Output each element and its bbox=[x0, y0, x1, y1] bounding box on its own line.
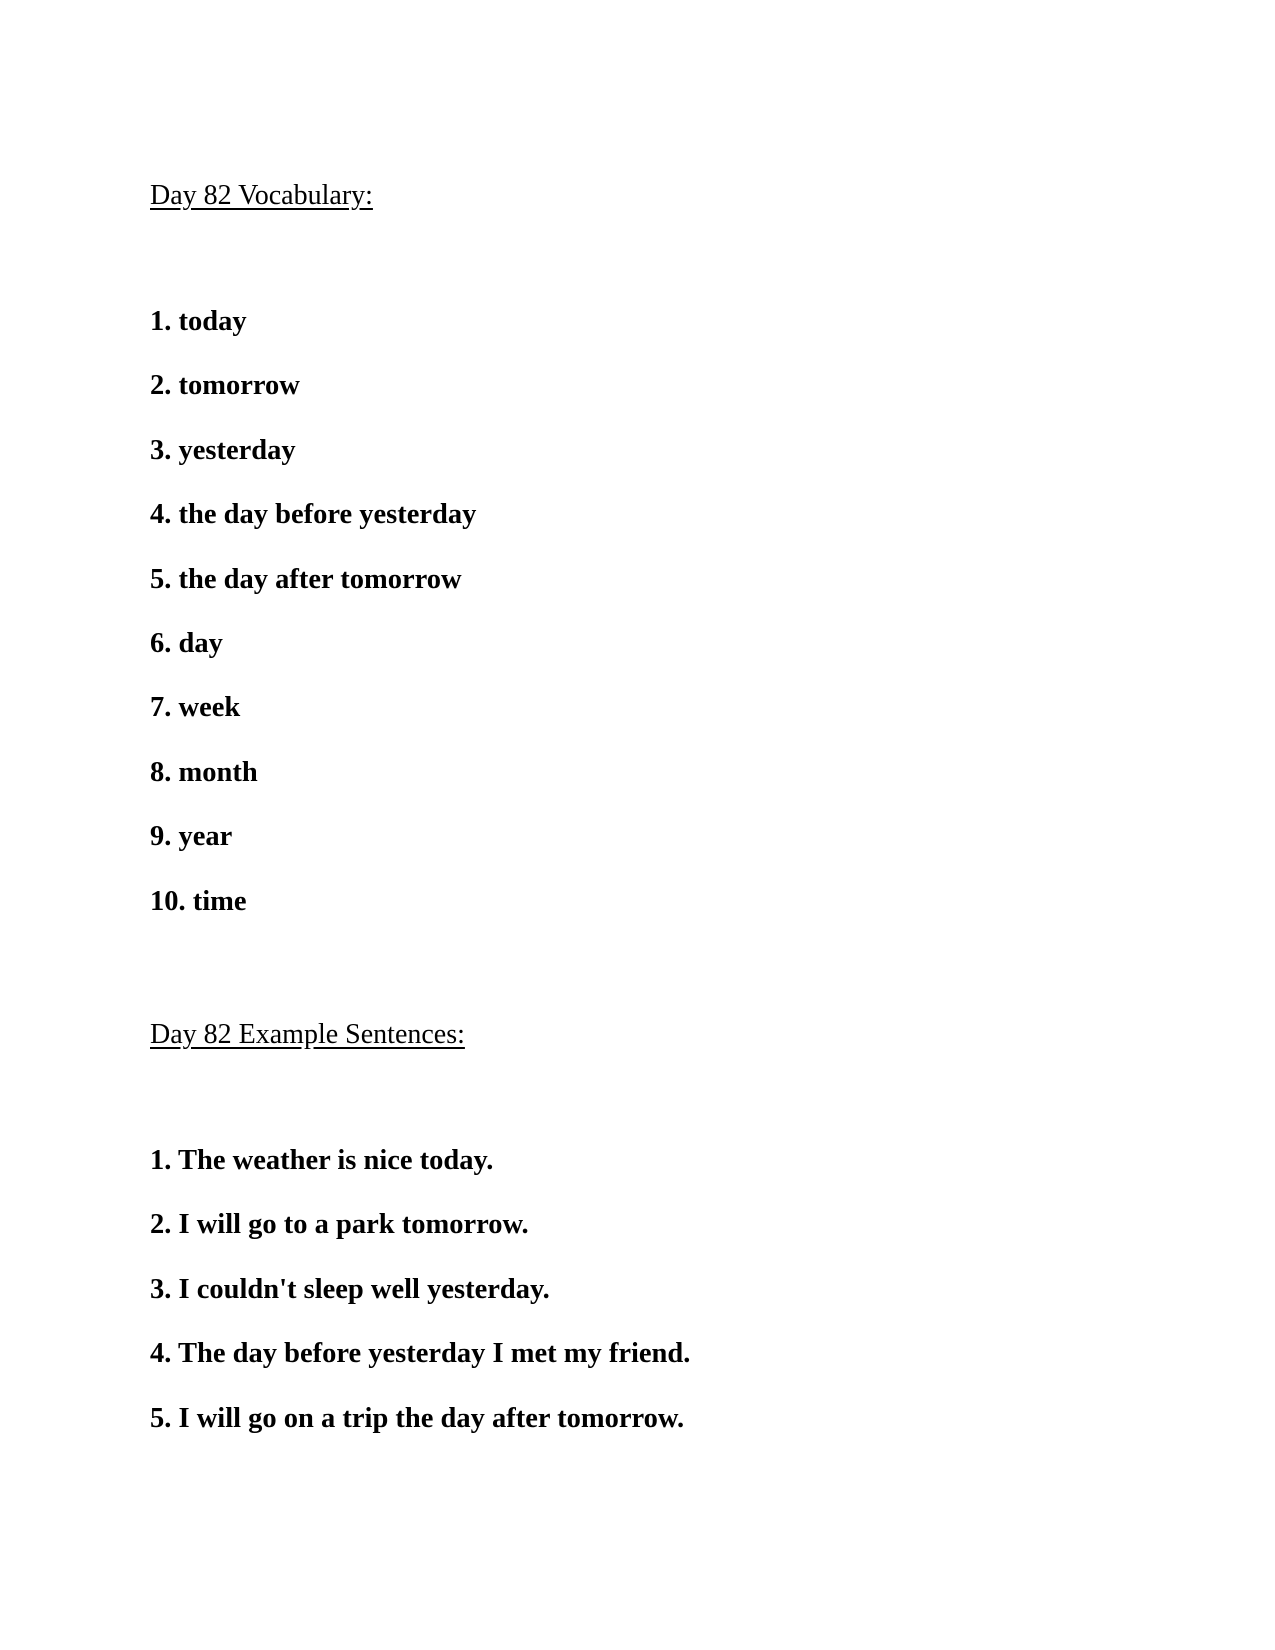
vocabulary-item: 6. day bbox=[150, 627, 223, 659]
vocabulary-item: 7. week bbox=[150, 692, 241, 724]
vocabulary-item: 8. month bbox=[150, 756, 258, 788]
example-sentence: 2. I will go to a park tomorrow. bbox=[150, 1209, 529, 1241]
example-sentence: 3. I couldn't sleep well yesterday. bbox=[150, 1273, 550, 1305]
vocabulary-item: 9. year bbox=[150, 821, 233, 853]
example-sentences-heading: Day 82 Example Sentences: bbox=[150, 1019, 465, 1050]
vocabulary-list bbox=[150, 305, 476, 949]
vocabulary-item: 2. tomorrow bbox=[150, 370, 300, 402]
example-sentence: 1. The weather is nice today. bbox=[150, 1145, 494, 1176]
example-sentence: 5. I will go on a trip the day after tomorrow. bbox=[150, 1402, 685, 1434]
vocabulary-item: 10. time bbox=[150, 885, 247, 917]
vocabulary-item: 1. today bbox=[150, 306, 247, 337]
vocabulary-item: 5. the day after tomorrow bbox=[150, 563, 462, 595]
example-sentence: 4. The day before yesterday I met my friend. bbox=[150, 1338, 691, 1370]
vocabulary-item: 4. the day before yesterday bbox=[150, 499, 477, 531]
vocabulary-heading: Day 82 Vocabulary: bbox=[150, 180, 373, 211]
vocabulary-item: 3. yesterday bbox=[150, 434, 296, 466]
example-sentences-list bbox=[150, 1144, 690, 1466]
